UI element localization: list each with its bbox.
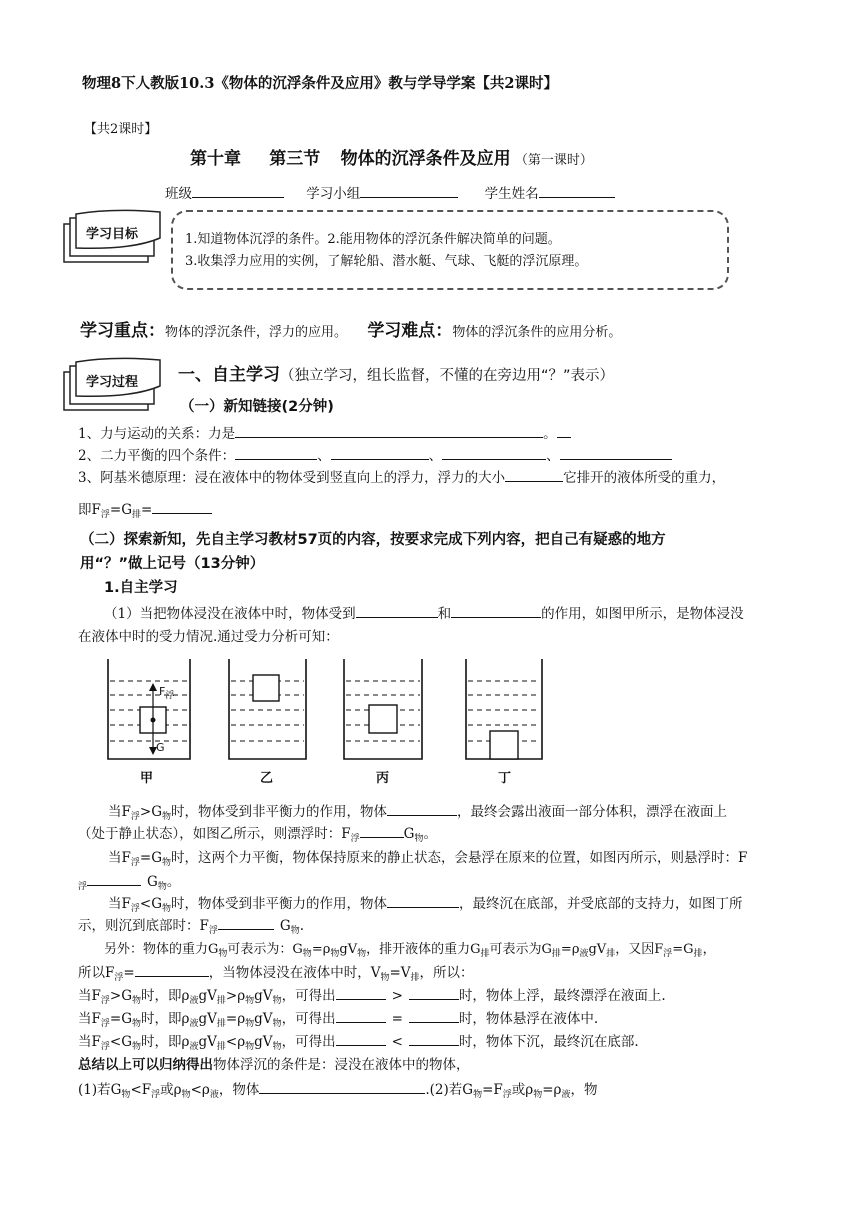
question-3: 3、阿基米德原理：浸在液体中的物体受到竖直向上的浮力，浮力的大小 它排开的液体所受的重力， xyxy=(78,466,725,486)
figure-label-ding: 丁 xyxy=(498,771,512,786)
para-sink-line2: 示，则沉到底部时：$F_浮$ $G_物$. xyxy=(78,914,304,936)
para-sink-line1: 当$F_浮<G_物$时，物体受到非平衡力的作用，物体 ，最终沉在底部，并受底部的支持力，如图丁所 xyxy=(108,892,743,914)
q2-blank-1[interactable] xyxy=(235,445,317,460)
question-3-formula: 即$F_浮=G_排=$ xyxy=(78,498,212,520)
question-2: 2、二力平衡的四个条件： 、 、 、 xyxy=(78,444,672,464)
summary-blank-1[interactable] xyxy=(259,1079,425,1094)
para-suspend-line1: 当$F_浮=G_物$时，这两个力平衡，物体保持原来的静止状态，会悬浮在原来的位置，如图丙所示，则悬浮时：F xyxy=(108,850,748,868)
condition-sink: 当$F_浮<G_物$时，即$\rho_液gV_排<\rho_物gV_物$，可得出 < 时，物体下沉，最终沉在底部. xyxy=(78,1030,639,1052)
para-float-line1: 当$F_浮>G_物$时，物体受到非平衡力的作用，物体 ，最终会露出液面一部分体积，漂浮在液面上 xyxy=(108,800,727,822)
q2-blank-4[interactable] xyxy=(560,445,672,460)
buoyancy-figure xyxy=(96,655,566,785)
student-info: 班级 学习小组 学生姓名 xyxy=(165,182,615,202)
para-extra-line2: 所以$F_浮=$ ，当物体浸没在液体中时，$V_物=V_排$，所以： xyxy=(78,961,474,983)
cond2-blank-2[interactable] xyxy=(409,1008,459,1023)
suspend-blank[interactable] xyxy=(87,871,141,886)
cond3-blank-2[interactable] xyxy=(409,1031,459,1046)
goal-line-2: 3.收集浮力应用的实例，了解轮船、潜水艇、气球、飞艇的浮沉原理。 xyxy=(185,254,588,269)
para-extra-line1: 另外：物体的重力$G_物$可表示为：$G_物=\rho_物gV_物$，排开液体的重力$G_排$可表示为$G_排=\rho_液gV_排$，又因$F_浮=G_排$， xyxy=(104,942,716,959)
cond1-blank-1[interactable] xyxy=(336,985,386,1000)
condition-suspend: 当$F_浮=G_物$时，即$\rho_液gV_排=\rho_物gV_物$，可得出 = 时，物体悬浮在液体中. xyxy=(78,1007,598,1029)
cond1-blank-2[interactable] xyxy=(409,985,459,1000)
document-header: 物理8下人教版10.3《物体的沉浮条件及应用》教与学导学案【共2课时】 xyxy=(82,75,558,92)
figure-label-jia: 甲 xyxy=(140,771,154,786)
cond3-blank-1[interactable] xyxy=(336,1031,386,1046)
goal-tag: 学习目标 xyxy=(62,208,166,264)
process-tag: 学习过程 xyxy=(62,356,166,412)
float-blank-1[interactable] xyxy=(387,801,457,816)
q1-blank[interactable] xyxy=(235,423,543,438)
section1-heading: （一）新知链接(2分钟) xyxy=(180,399,334,415)
cond2-blank-1[interactable] xyxy=(336,1008,386,1023)
summary-line: 总结以上可以归纳得出物体浮沉的条件是：浸没在液体中的物体， xyxy=(78,1057,470,1073)
p1-blank-2[interactable] xyxy=(451,603,541,618)
container-diagrams xyxy=(96,655,566,767)
class-field[interactable] xyxy=(192,183,284,198)
force-buoyancy-label: $F_浮$ xyxy=(159,685,175,701)
q3-formula-blank[interactable] xyxy=(152,499,212,514)
para-1-line1: （1）当把物体浸没在液体中时，物体受到 和 的作用，如图甲所示，是物体浸没 xyxy=(104,602,744,622)
q3-blank[interactable] xyxy=(505,467,563,482)
sink-blank-1[interactable] xyxy=(387,893,459,908)
figure-label-bing: 丙 xyxy=(376,771,390,786)
condition-float: 当$F_浮>G_物$时，即$\rho_液gV_排>\rho_物gV_物$，可得出 > 时，物体上浮，最终漂浮在液面上. xyxy=(78,984,666,1006)
p1-blank-1[interactable] xyxy=(356,603,438,618)
force-gravity-label: G xyxy=(156,741,165,754)
chapter-title: 第十章 第三节 物体的沉浮条件及应用 （第一课时） xyxy=(190,149,593,169)
goals-box xyxy=(171,210,729,290)
part1-heading: 一、自主学习（独立学习，组长监督，不懂的在旁边用“？”表示） xyxy=(178,365,615,385)
summary-conditions: (1)若$G_物<F_浮$或$\rho_物<\rho_液$，物体 .(2)若$G_物=F_浮$或$\rho_物=\rho_液$，物 xyxy=(78,1078,598,1100)
q2-blank-3[interactable] xyxy=(442,445,546,460)
sub1-heading: 1.自主学习 xyxy=(104,580,178,596)
float-blank-2[interactable] xyxy=(360,823,404,838)
key-points: 学习重点：物体的浮沉条件，浮力的应用。 学习难点：物体的浮沉条件的应用分析。 xyxy=(80,321,622,341)
section2-heading-line1: （二）探索新知，先自主学习教材57页的内容，按要求完成下列内容，把自己有疑惑的地方 xyxy=(80,532,666,548)
para-suspend-line2: $_浮$ $G_物$。 xyxy=(78,870,180,892)
para-float-line2: （处于静止状态），如图乙所示，则漂浮时：$F_浮$ $G_物$。 xyxy=(78,822,437,844)
section2-heading-line2: 用“？”做上记号（13分钟） xyxy=(80,556,265,572)
para-1-line2: 在液体中时的受力情况.通过受力分析可知： xyxy=(78,629,339,645)
question-1: 1、力与运动的关系：力是 。 xyxy=(78,422,571,442)
extra-blank[interactable] xyxy=(135,962,209,977)
group-field[interactable] xyxy=(360,183,458,198)
goal-line-1: 1.知道物体沉浮的条件。2.能用物体的浮沉条件解决简单的问题。 xyxy=(185,232,561,247)
sink-blank-2[interactable] xyxy=(218,915,274,930)
q2-blank-2[interactable] xyxy=(331,445,429,460)
student-name-field[interactable] xyxy=(539,183,615,198)
figure-label-yi: 乙 xyxy=(260,771,274,786)
sub-header: 【共2课时】 xyxy=(84,122,158,137)
